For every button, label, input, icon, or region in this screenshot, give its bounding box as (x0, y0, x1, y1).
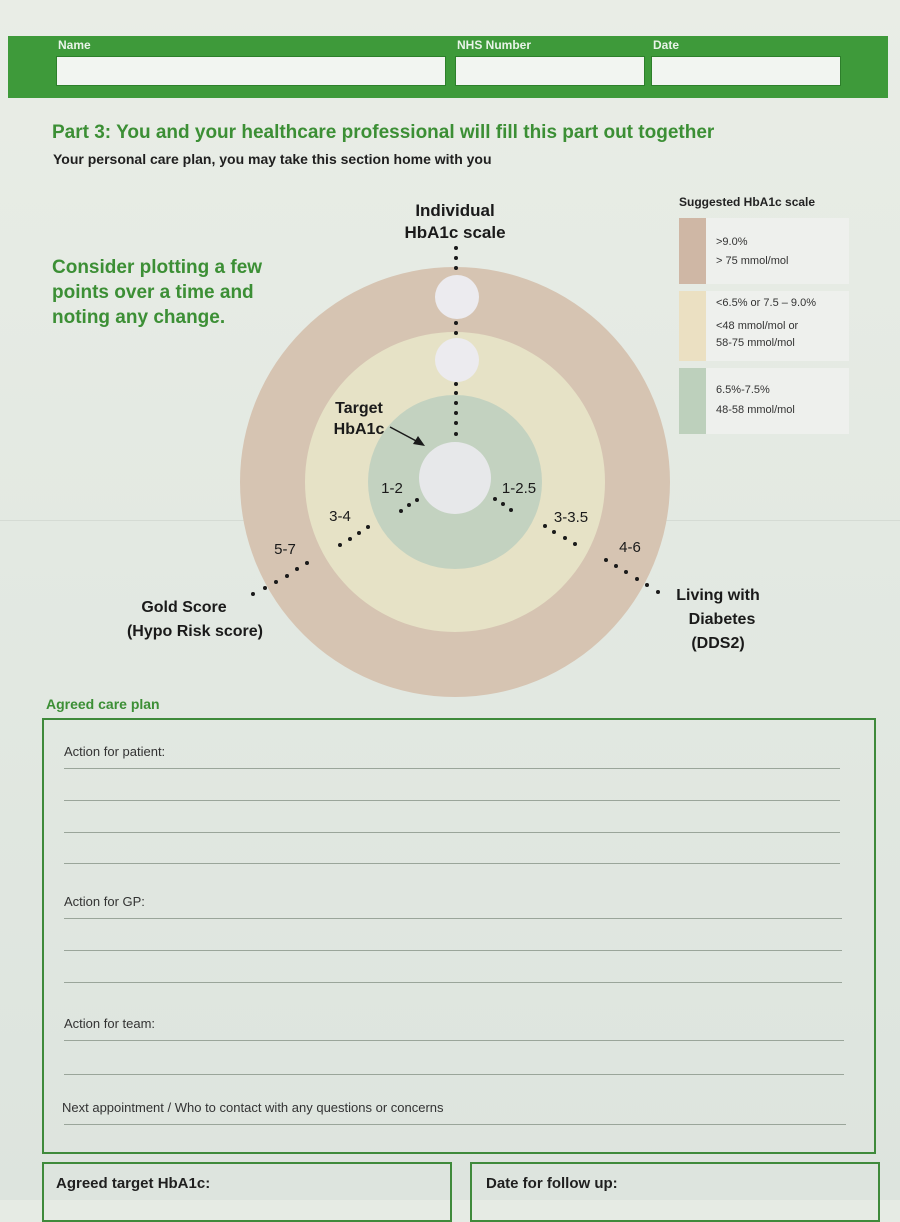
gp-line-3[interactable] (64, 982, 842, 983)
care-plan-heading: Agreed care plan (46, 696, 160, 712)
patient-line-2[interactable] (64, 800, 840, 801)
patient-line-3[interactable] (64, 832, 840, 833)
gold-tick-3: 5-7 (274, 541, 296, 558)
legend-title: Suggested HbA1c scale (679, 195, 816, 209)
living-label-line3: (DDS2) (691, 635, 745, 652)
individual-scale-label-line1: Individual (415, 201, 495, 220)
next-appointment-label: Next appointment / Who to contact with any questions or concerns (62, 1100, 444, 1115)
legend-item-amber (679, 291, 849, 361)
next-appointment-line[interactable] (64, 1124, 846, 1125)
plot-circle-middle[interactable] (435, 338, 479, 382)
legend-amber-line3: 58-75 mmol/mol (716, 337, 795, 349)
part-title: Part 3: You and your healthcare professional will fill this part out together (52, 122, 715, 143)
patient-line-4[interactable] (64, 863, 840, 864)
living-tick-2: 3-3.5 (553, 509, 589, 526)
nhs-number-label: NHS Number (457, 38, 532, 52)
gp-line-1[interactable] (64, 918, 842, 919)
action-patient-label: Action for patient: (64, 744, 166, 759)
care-plan-box (42, 718, 876, 1154)
legend-item-target (679, 368, 849, 434)
legend-amber-line1: <6.5% or 7.5 – 9.0% (716, 297, 816, 309)
target-hba1c-label-line2: HbA1c (333, 421, 385, 438)
team-line-2[interactable] (64, 1074, 844, 1075)
legend-item-high (679, 218, 849, 284)
gold-score-label-line1: Gold Score (141, 599, 227, 616)
individual-scale-label-line2: HbA1c scale (404, 223, 506, 242)
legend-swatch-amber (679, 291, 706, 361)
agreed-target-label: Agreed target HbA1c: (56, 1175, 211, 1192)
legend-swatch-high (679, 218, 706, 284)
consider-note: Consider plotting a few points over a time and noting any change. (52, 257, 263, 328)
follow-up-box[interactable] (470, 1162, 880, 1222)
living-label-line1: Living with (676, 587, 760, 604)
part-subtitle: Your personal care plan, you may take this section home with you (53, 151, 492, 167)
target-hba1c-label-line1: Target (335, 400, 383, 417)
living-label-line2: Diabetes (688, 611, 756, 628)
legend-target-line1: 6.5%-7.5% (716, 384, 770, 396)
gold-tick-1: 1-2 (381, 480, 403, 497)
action-gp-label: Action for GP: (64, 894, 145, 909)
patient-line-1[interactable] (64, 768, 840, 769)
legend-swatch-target (679, 368, 706, 434)
gold-score-label-line2: (Hypo Risk score) (126, 623, 264, 640)
action-team-label: Action for team: (64, 1016, 156, 1031)
team-line-1[interactable] (64, 1040, 844, 1041)
date-label: Date (653, 38, 680, 52)
follow-up-label: Date for follow up: (486, 1175, 618, 1192)
agreed-target-box[interactable] (42, 1162, 452, 1222)
living-tick-3: 4-6 (619, 539, 641, 556)
plot-circle-outer[interactable] (435, 275, 479, 319)
gold-tick-2: 3-4 (329, 508, 351, 525)
legend-high-line1: >9.0% (716, 236, 748, 248)
name-label: Name (58, 38, 91, 52)
target-center-circle (419, 442, 491, 514)
legend-target-line2: 48-58 mmol/mol (716, 404, 795, 416)
legend-amber-line2: <48 mmol/mol or (716, 320, 799, 332)
legend-high-line2: > 75 mmol/mol (716, 255, 789, 267)
living-tick-1: 1-2.5 (501, 480, 537, 497)
gp-line-2[interactable] (64, 950, 842, 951)
